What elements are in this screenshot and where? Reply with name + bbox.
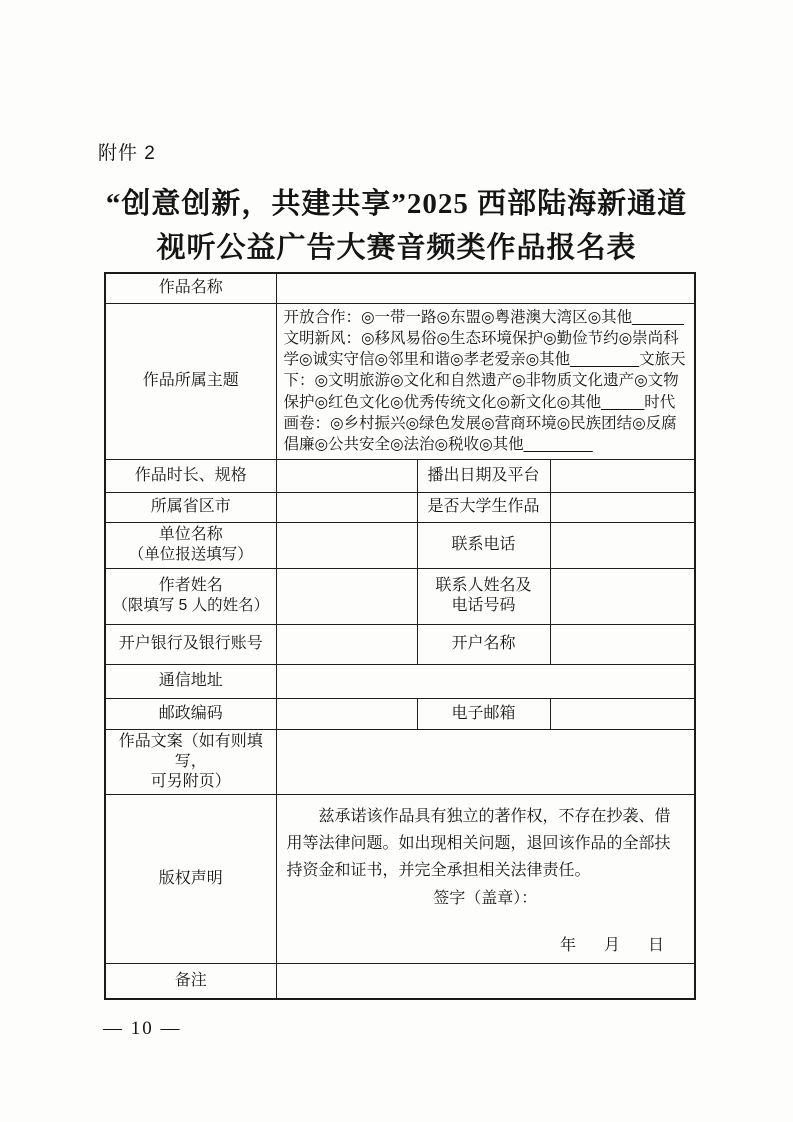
email-label: 电子邮箱 — [417, 698, 550, 729]
copy-label-line1: 作品文案（如有则填写， — [118, 732, 263, 770]
work-name-label: 作品名称 — [105, 273, 276, 303]
theme-group-culture-travel: 文旅天下：◎文明旅游◎文化和自然遗产◎非物质文化遗产◎文物保护◎红色文化◎优秀传统文化◎新文化◎其他_____ — [283, 351, 686, 411]
province-value-cell — [276, 492, 417, 522]
remarks-value-cell — [276, 963, 695, 999]
copy-value-cell — [276, 729, 695, 794]
address-value-cell — [276, 664, 695, 698]
duration-label: 作品时长、规格 — [105, 459, 276, 492]
row-duration — [105, 459, 695, 492]
contact-label-line2: 电话号码 — [451, 597, 516, 615]
bank-label: 开户银行及银行账号 — [105, 624, 276, 664]
row-work-name — [105, 273, 695, 303]
theme-group-new-customs: 文明新风：◎移风易俗◎生态环境保护◎勤俭节约◎崇尚科学◎诚实守信◎邻里和谐◎孝老爱亲◎其他________ — [283, 329, 679, 369]
theme-group-era-scroll: 时代画卷：◎乡村振兴◎绿色发展◎营商环境◎民族团结◎反腐倡廉◎公共安全◎法治◎税收◎其他________ — [283, 393, 677, 454]
form-title-line2: 视听公益广告大赛音频类作品报名表 — [156, 232, 637, 264]
row-author — [105, 568, 695, 624]
unit-name-label-note: （单位报送填写） — [128, 546, 253, 564]
broadcast-value-cell — [550, 459, 695, 492]
province-label: 所属省区市 — [105, 492, 276, 522]
page-number: — 10 — — [103, 1018, 182, 1039]
attachment-label: 附件 2 — [98, 143, 156, 164]
contact-label-line1: 联系人姓名及 — [435, 577, 532, 595]
is-student-value-cell — [550, 492, 695, 522]
row-remarks — [105, 963, 695, 999]
author-label — [105, 568, 276, 624]
broadcast-label: 播出日期及平台 — [417, 459, 550, 492]
bank-value-cell — [276, 624, 417, 664]
is-student-label: 是否大学生作品 — [417, 492, 550, 522]
theme-label: 作品所属主题 — [105, 303, 276, 459]
row-province — [105, 492, 695, 522]
account-name-label: 开户名称 — [417, 624, 550, 664]
date-line: 年 月 日 — [560, 936, 671, 954]
remarks-label: 备注 — [105, 963, 276, 999]
unit-name-label-main: 单位名称 — [158, 526, 223, 544]
author-value-cell — [276, 568, 417, 624]
email-value-cell — [550, 698, 695, 729]
row-bank — [105, 624, 695, 664]
duration-value-cell — [276, 459, 417, 492]
row-copyright — [105, 794, 695, 963]
copyright-statement-text: 兹承诺该作品具有独立的著作权，不存在抄袭、借用等法律问题。如出现相关问题，退回该作品的全部扶持资金和证书，并完全承担相关法律责任。 — [286, 807, 671, 879]
copyright-label: 版权声明 — [105, 794, 276, 963]
form-title — [0, 182, 793, 270]
work-name-value-cell — [276, 273, 695, 303]
account-name-value-cell — [550, 624, 695, 664]
address-label: 通信地址 — [105, 664, 276, 698]
postcode-label: 邮政编码 — [105, 698, 276, 729]
row-address — [105, 664, 695, 698]
copyright-statement-cell — [276, 794, 695, 963]
row-postcode — [105, 698, 695, 729]
postcode-value-cell — [276, 698, 417, 729]
unit-name-value-cell — [276, 522, 417, 568]
contact-value-cell — [550, 568, 695, 624]
row-unit-name — [105, 522, 695, 568]
author-label-main: 作者姓名 — [158, 577, 223, 595]
theme-group-open-cooperation: 开放合作：◎一带一路◎东盟◎粤港澳大湾区◎其他______ — [283, 308, 684, 326]
signature-line: 签字（盖章）： — [433, 889, 538, 907]
phone-value-cell — [550, 522, 695, 568]
author-label-note: （限填写 5 人的姓名） — [112, 597, 270, 615]
row-copy — [105, 729, 695, 794]
form-title-line1: “创意创新，共建共享”2025 西部陆海新通道 — [105, 188, 688, 220]
registration-form-table — [104, 272, 696, 1000]
unit-name-label — [105, 522, 276, 568]
copy-label-line2: 可另附页） — [150, 772, 231, 790]
copy-label — [105, 729, 276, 794]
contact-label — [417, 568, 550, 624]
theme-options-cell — [276, 303, 695, 459]
phone-label: 联系电话 — [417, 522, 550, 568]
row-theme — [105, 303, 695, 459]
